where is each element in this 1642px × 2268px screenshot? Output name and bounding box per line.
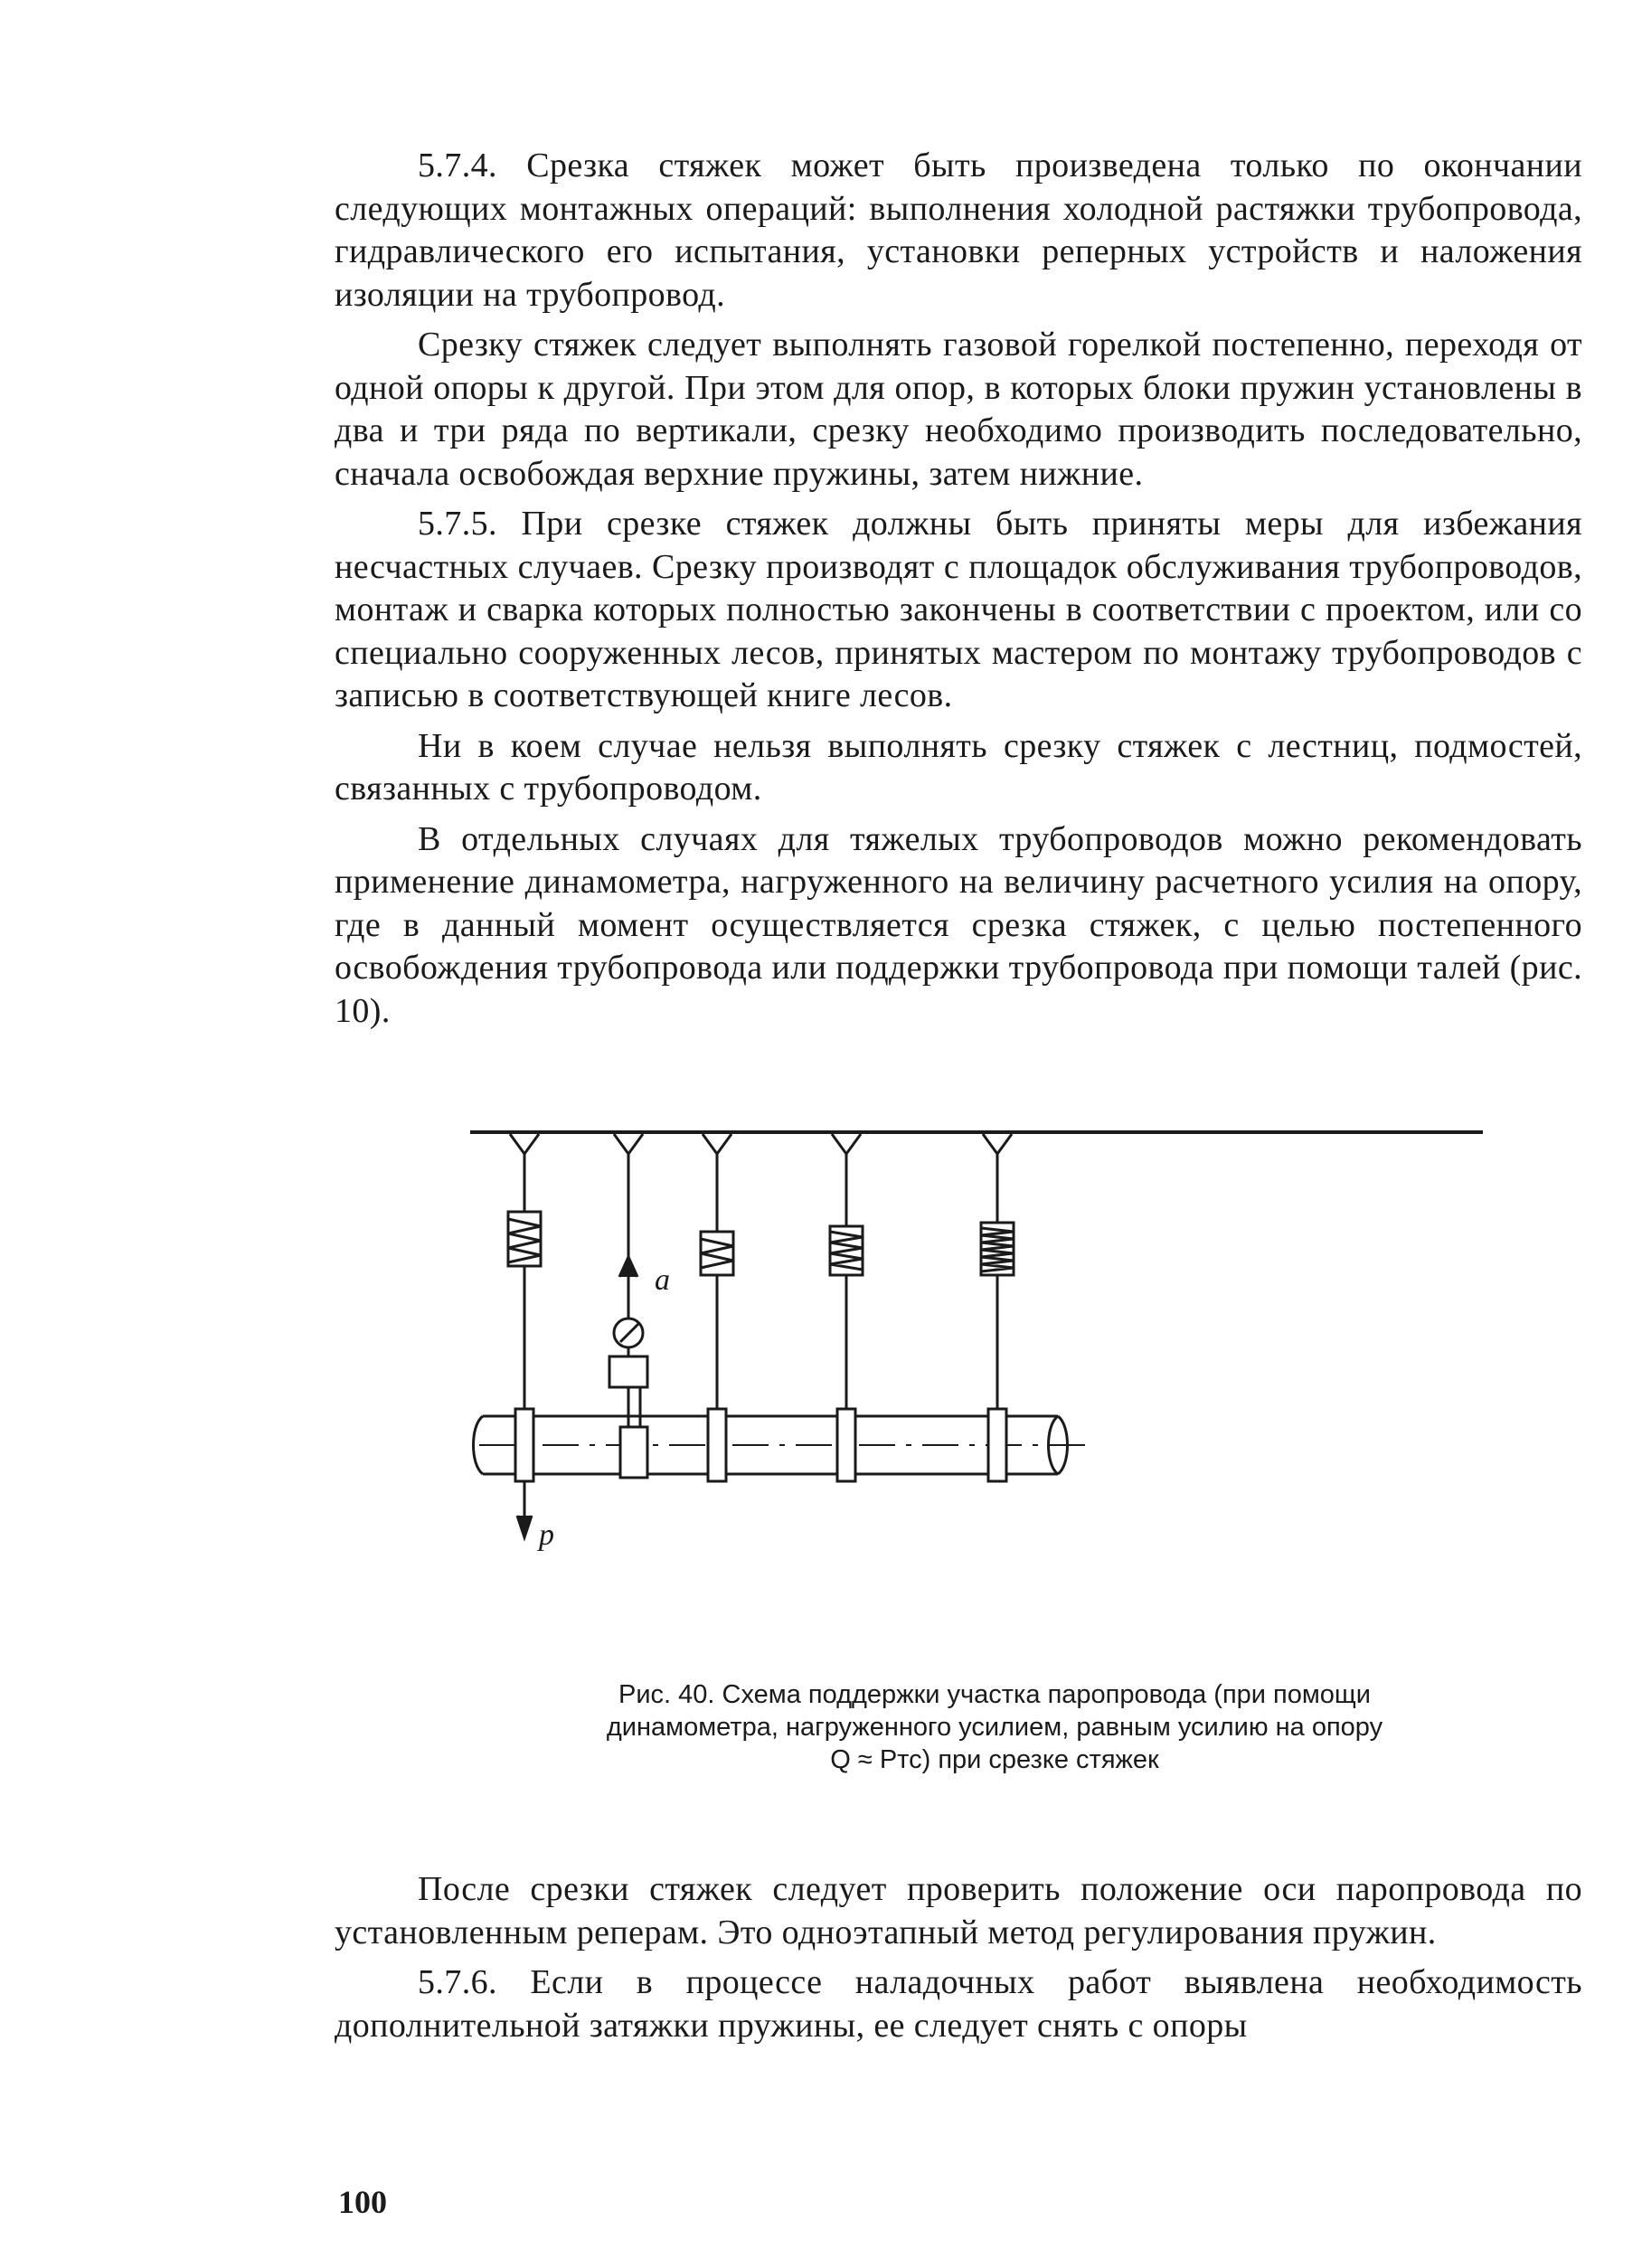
pipe-support-figure: [470, 1112, 1519, 1673]
spring-hanger-1: [508, 1134, 541, 1411]
paragraph-check-axis: После срезки стяжек следует проверить положение оси паропровода по установленным реперам. Это одноэтапный метод регулирования пружин.: [335, 1870, 1582, 1951]
pipe-clamp-5: [988, 1409, 1006, 1481]
caption-line-1: Рис. 40. Схема поддержки участка паропровода (при помощи: [618, 1680, 1371, 1709]
paragraph-5-7-6: 5.7.6. Если в процессе наладочных работ выявлена необходимость дополнительной затяжки пружины, ее следует снять с опоры: [335, 1963, 1582, 2045]
pipe-clamp-2: [620, 1427, 647, 1478]
dynamometer-hanger: [609, 1134, 647, 1427]
paragraph-cutting-procedure: Срезку стяжек следует выполнять газовой горелкой постепенно, переходя от одной опоры к другой. При этом для опор, в которых блоки пружин установлены в два и три ряда по вертикали, срезку необходимо производить последовательно, сначала освобождая верхние пружины, затем нижние.: [335, 326, 1582, 493]
label-p: p: [539, 1518, 554, 1552]
pipe-clamp-3: [708, 1409, 726, 1481]
figure-caption: [470, 1678, 1519, 1776]
spring-hanger-3: [701, 1134, 733, 1411]
paragraph-dynamometer: В отдельных случаях для тяжелых трубопроводов можно рекомендовать применение динамометра, нагруженного на величину расчетного усилия на опору, где в данный момент осуществляется срезка стяжек, с целью постепенного освобождения трубопровода или поддержки трубопровода при помощи талей (рис. 10).: [335, 819, 1582, 1030]
page-number: 100: [338, 2184, 387, 2220]
paragraph-5-7-5: 5.7.5. При срезке стяжек должны быть приняты меры для избежания несчастных случаев. Срезку производят с площадок обслуживания трубопроводов, монтаж и сварка которых полностью закончены в соответствии с проектом, или со специально сооруженных лесов, принятых мастером по монтажу трубопроводов с записью в соответствующей книге лесов.: [335, 505, 1582, 714]
dynamometer-body: [609, 1356, 647, 1387]
caption-line-2: динамометра, нагруженного усилием, равным усилию на опору: [606, 1713, 1383, 1742]
spring-hanger-5: [981, 1134, 1014, 1411]
pipe-clamp-4: [837, 1409, 855, 1481]
pipe-support-diagram: [470, 1112, 1519, 1673]
paragraph-ladders-warning: Ни в коем случае нельзя выполнять срезку стяжек с лестниц, подмостей, связанных с трубопроводом.: [335, 726, 1582, 808]
caption-line-3: Q ≈ Pтс) при срезке стяжек: [830, 1745, 1159, 1774]
load-arrow-p: [517, 1481, 532, 1537]
pipe-clamp-1: [515, 1409, 533, 1481]
label-a: a: [655, 1263, 670, 1297]
top-text-block: [335, 145, 1582, 1033]
spring-hanger-4: [830, 1134, 863, 1411]
bottom-text-block: [335, 1868, 1582, 2047]
paragraph-5-7-4: 5.7.4. Срезка стяжек может быть произведена только по окончании следующих монтажных операций: выполнения холодной растяжки трубопровода, гидравлического его испытания, установки реперных устройств и наложения изоляции на трубопровод.: [335, 146, 1582, 314]
